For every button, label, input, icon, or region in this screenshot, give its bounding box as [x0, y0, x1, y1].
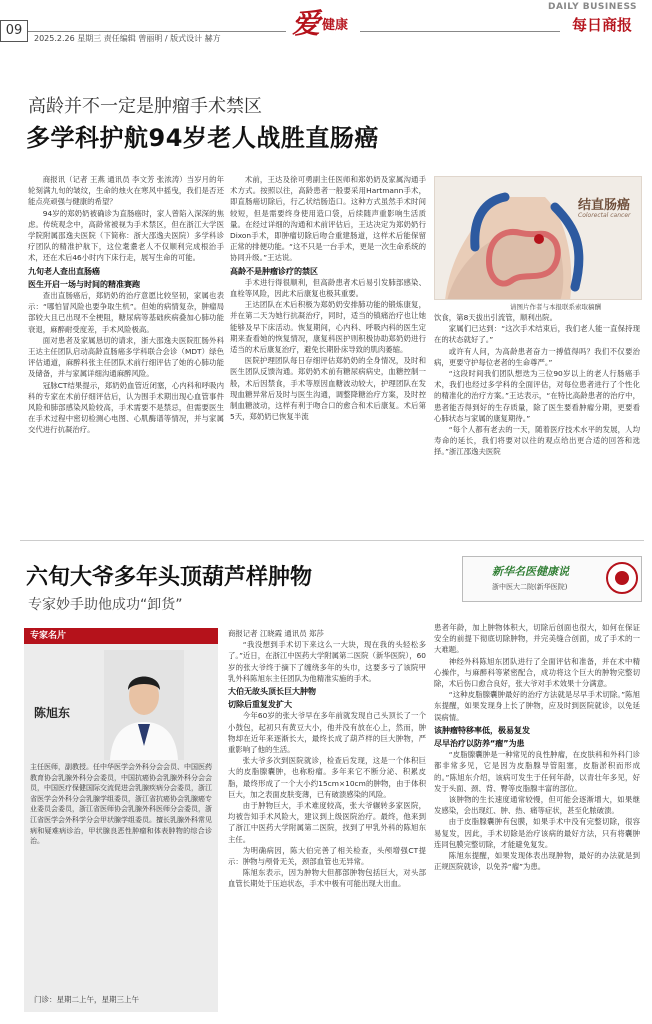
- paragraph: 由于皮脂腺囊肿有包膜，如果手术中没有完整切除，很容易复发，因此，手术切除是治疗该病的最好方法，只有将囊肿连同包膜完整切除，才能避免复发。: [434, 817, 640, 849]
- paragraph: “皮脂腺囊肿是一种常见的良性肿瘤，在皮肤科和外科门诊都非常多见，它是因为皮脂腺导管阻塞，皮脂淤积而形成的。”陈旭东介绍，该病可发生于任何年龄，以青壮年多见，好发于头面、颈、背、臀等皮脂腺丰富的部位。: [434, 750, 640, 793]
- paragraph: 陈旭东表示，因为肿物大但都部肿物包括巨大，对头部血管长期处于压迫状态，手术中极有可能出现大出血。: [228, 868, 426, 889]
- paragraph: 或许有人问，为高龄患者奋力一搏值得吗？我们不仅要治病，更要守护每位老者的生命尊严。”: [434, 346, 640, 367]
- article1-column-1: [28, 174, 224, 524]
- paragraph: 王达团队在术后积极为郑奶奶安排肺功能的锻炼康复，并在第二天为她行抗凝治疗，同时，适当的镇痛治疗也让她能够及早下床活动。恢复期间，心内科、呼吸内科的医生定期来查看她的恢复情况，康复科医护则积极协助郑奶奶进行适当的术后康复治疗，避免长期卧床导致的肌肉萎缩。: [230, 300, 426, 355]
- paragraph: 医院护理团队每日存细评估郑奶奶的全身情况，及时和医生团队反馈沟通。郑奶奶术前有糖尿病病史，血糖控制一般，术后因禁食，手术等原因血糖波动较大，护理团队在发现血糖异常后及时与医生沟通，调整降糖治疗方案，及时控制血糖波动，这样有利于吻合口的愈合和术后康复。术后第5天，郑奶奶已恢复半流: [230, 356, 426, 422]
- masthead-rule: [28, 31, 286, 32]
- expert-name: 陈旭东: [34, 706, 71, 720]
- article2-column-1: [228, 628, 426, 1016]
- paragraph: “这种皮脂腺囊肿最好的治疗方法就是尽早手术切除。”陈旭东提醒，如果发现身上长了肿物，应及时到医院就诊，以免延误病情。: [434, 690, 640, 722]
- paragraph: “我没想到手术切下来这么一大块，现在我的头轻松多了。”近日，在浙江中医药大学附属第二医院（新华医院），60岁的张大爷终于摘下了缠绕多年的头巾，这要多亏了该院甲乳外科陈旭东主任团队为他精准实施的手术。: [228, 640, 426, 683]
- paragraph: 由于肿物巨大，手术难度较高，张大爷辗转多家医院，均被告知手术风险大，建议到上级医院治疗。最终，他来到了浙江中医药大学附属第二医院，找到了甲乳外科的陈旭东主任。: [228, 801, 426, 844]
- section-subheading: 九旬老人查出直肠癌: [28, 266, 100, 276]
- illustration-title: 结直肠癌: [578, 198, 631, 213]
- paragraph: 商报记者 江晓霞 通讯员 郑莎: [228, 629, 324, 638]
- expert-box-title: 专家名片: [24, 628, 218, 644]
- section-subheading: 医生开启一场与时间的精准赛跑: [28, 279, 140, 289]
- paragraph: 查出直肠癌后，郑奶奶的治疗意愿比较坚韧，家属也表示：“哪怕冒风险也要争取生机”。但她的病情复杂，肿瘤局部较大且已出现不全梗阻，糖尿病等基础疾病叠加心肺功能衰退，麻醉耐受度差，手术风险极高。: [28, 291, 224, 334]
- section-subheading: 高龄不是肿瘤诊疗的禁区: [230, 266, 318, 276]
- article1-headline: 多学科护航94岁老人战胜直肠癌: [26, 124, 379, 152]
- paragraph: 家属们已达到：“这次手术结束后，我们老人能一直保持现在的状态就好了。”: [434, 324, 640, 345]
- paragraph: 饮食，第8天拔出引流管，顺利出院。: [434, 313, 557, 322]
- article1-column-2: [230, 174, 426, 524]
- masthead-rule-right: [360, 31, 560, 32]
- expert-clinic-hours: 门诊：星期二上午，星期三上午: [34, 995, 139, 1004]
- page-number-badge: 09: [0, 20, 28, 42]
- paragraph: 陈旭东提醒，如果发现体表出现肿物，最好的办法就是到正规医院就诊，以免养“瘤”为患。: [434, 851, 640, 872]
- paragraph: 今年60岁的张大爷早在多年前就发现自己头顶长了一个小鼓包，起初只有黄豆大小，他并没有放在心上，然而，肿物却在近年来逐渐长大，最终长成了葫芦样的巨大肿物，严重影响了他的生活。: [228, 711, 426, 755]
- article2-headline: 六旬大爷多年头顶葫芦样肿物: [26, 565, 313, 590]
- paragraph: 手术进行得很顺利，但高龄患者术后易引发肺部感染、血栓等风险，因此术后康复也极其重要。: [230, 277, 426, 299]
- brand-title: 新华名医健康说: [492, 565, 569, 578]
- illustration-subtitle: Colorectal cancer: [578, 212, 631, 219]
- article1-column-3: [434, 312, 640, 524]
- section-logo-char: 爱: [292, 7, 321, 40]
- issue-meta: 2025.2.26 星期三 责任编辑 曾丽明 / 版式设计 赫方: [34, 34, 221, 43]
- paragraph: 为明确病因，陈大伯完善了相关检查，头颅增强CT提示：肿物与颅骨无关，颈部血管也无异常。: [228, 845, 426, 867]
- hospital-seal-inner-icon: [615, 571, 629, 585]
- paragraph: 患者年龄，加上肿物体积大，切除后创面也很大，如何在保证安全的前提下彻底切除肿物，并完美缝合创面，成了手术的一大难题。: [434, 623, 640, 655]
- illustration-caption: 请图片作者与本报联系索取稿酬: [510, 303, 601, 311]
- section-subheading: 大伯无故头顶长巨大肿物: [228, 687, 316, 697]
- paragraph: “这段时间我们团队想迭为三位90岁以上的老人行肠癌手术，我们也经过多学科的全面评估，对每位患者进行了个性化的精准化的治疗方案。”王达表示，“在特比高龄患者的治疗中，患者能否得到好的生存质量，除了医生要看肿瘤分期，更要看心肺状态与家属的康复期待。”: [434, 369, 640, 423]
- section-subheading: 该肿瘤特移率低，极易复发: [434, 725, 530, 735]
- article-divider: [20, 540, 644, 541]
- newspaper-en-name: DAILY BUSINESS: [548, 2, 638, 12]
- paragraph: 该肿物的生长速度通常较慢，但可能会逐渐增大，如果继发感染，会出现红、肿、热、痛等症状，甚至化脓破溃。: [434, 795, 640, 816]
- paragraph: 面对患者及家属恳切的请求，浙大邵逸夫医院肛肠外科王达主任团队启动高龄直肠癌多学科联合会诊（MDT）绿色评估通道，麻醉科张主任团队术前行细评估了她的心肺功能及储备，并与家属详细沟通麻醉风险。: [28, 335, 224, 379]
- article1-kicker: 高龄并不一定是肿瘤手术禁区: [28, 96, 262, 117]
- section-name: 健康: [322, 18, 349, 33]
- paragraph: 商报讯（记者 王燕 通讯员 李文芳 张浓涛）当岁月的年轮刻满九旬的皱纹，生命的烛火在寒风中摇曳，我们是否还能点亮顽强与健康的希望？: [28, 175, 224, 207]
- paragraph: 神经外科陈旭东团队进行了全面评估和准备，并在术中精心操作，与麻醉科等紧密配合，成功将这个巨大的肿物完整切除，术后伤口愈合良好，张大爷对手术效果十分满意。: [434, 656, 640, 689]
- newspaper-cn-name: 每日商报: [572, 16, 633, 34]
- paragraph: 张大爷多次到医院就诊，检查后发现，这是一个体积巨大的皮脂腺囊肿，也称粉瘤。多年来它不断分泌、积累皮脂，最终形成了一个大小约15cm×10cm的肿物，由于体积巨大，加之表面皮肤变薄，已有破溃感染的风险。: [228, 756, 426, 799]
- paragraph: 冠脉CT结果提示，郑奶奶血管近闭塞，心内科和呼吸内科的专家在术前仔细评估后，认为围手术期出现心血管事件风险和肺部感染风险较高，手术需要不是禁忌，但需要医生在手术过程中密切检测心电图、心肌酶谱等情况，并与家属交代进行抗凝治疗。: [28, 380, 224, 435]
- section-subheading: 尽早治疗以防养“瘤”为患: [434, 739, 525, 749]
- section-subheading: 切除后重复发扩大: [228, 700, 292, 710]
- expert-photo: [104, 650, 184, 760]
- paragraph: “每个人都有老去的一天，随着医疗技术水平的发展，人均寿命的延长，我们将要对以往的观点给出更合适的回答和选择。”浙江邵逸夫医院: [434, 425, 640, 457]
- article2-column-2: [434, 622, 640, 1016]
- expert-bio: 主任医师，副教授。任中华医学会外科分会会员、中国医药教育协会乳腺外科分会委员，中国抗癌协会乳腺外科分会会员，中国医疗保健国际交流促进会乳腺疾病分会委员，浙江省医学会外科分会乳腺学组委员，浙江省抗癌协会乳腺癌专业委员会委员，浙江省医师协会乳腺外科医师分会委员，浙江省医学会外科学分会甲状腺学组委员。擅长乳腺外科常见病和疑难病诊治，甲状腺良恶性肿瘤和体表肿物的综合诊治。: [30, 763, 212, 846]
- article2-subhead: 专家妙手助他成功“卸货”: [28, 597, 183, 613]
- doctor-portrait-icon: [104, 650, 184, 760]
- paragraph: 94岁的郑奶奶被确诊为直肠癌时，家人曾陷入深深的焦虑。传统观念中，高龄常被视为手术禁区，但在浙江大学医学院附属邵逸夫医院（下简称：浙大邵逸夫医院）多学科诊疗团队的精准护航下，这位耄耋老人不仅顺利完成根治手术，还在术后46小时内下床行走，展写生命的可能。: [28, 208, 224, 263]
- brand-subtitle: 浙中医大二院(新华医院): [492, 583, 568, 591]
- paragraph: 术前，王达及徐可勇副主任医师和郑奶奶及家属沟通手术方式。按照以往，高龄患者一般要采用Hartmann手术，即直肠癌切除后，行乙状结肠造口。这种方式虽然手术时间较短，但是需要终身使用造口袋，后续随声重影响生活质量。在经过详细的沟通和术前评估后，王达决定为郑奶奶行Dixon手术，即肿瘤切除后吻合重建肠道，这样术后能保留正常的排便功能。“这不只是一台手术，更是一次生命系统的协同升级。”王达说。: [230, 175, 426, 263]
